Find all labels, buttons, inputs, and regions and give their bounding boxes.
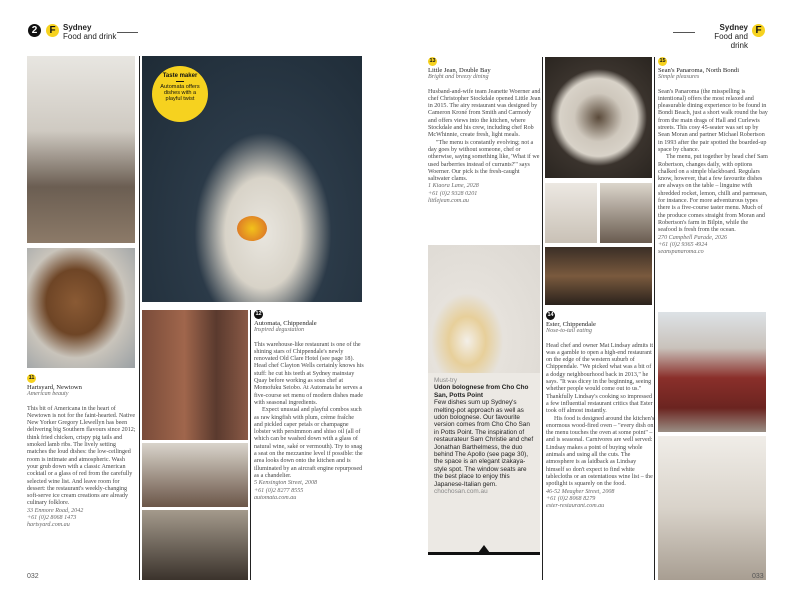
entry-body: The menu, put together by head chef Sam Robertson, changes daily, with options chalked on a simple blackboard. Regulars know, however, that a few favourite dishes are always on the table – linguine with shredded rocket, lemon, chilli and parmesan, for instance. For more adventurous types there is a five-course taster menu. Much of the produce comes straight from Moran and Robertson's farm in Bilpin, while the seafood is fresh from the ocean. xyxy=(658,154,768,234)
column-divider xyxy=(542,57,543,580)
column-divider xyxy=(250,310,251,580)
dish-food xyxy=(237,216,267,241)
entry-name: Hartsyard, Newtown xyxy=(27,384,82,391)
entry-number: 11 xyxy=(28,375,35,381)
entry-tagline: Nose-to-tail eating xyxy=(546,328,592,335)
must-try-label: Must-try xyxy=(434,377,458,384)
section-badge: F xyxy=(752,24,765,37)
entry-tagline: Simple pleasures xyxy=(658,74,700,81)
photo-seans-interior xyxy=(658,436,766,580)
must-try-box xyxy=(428,245,540,555)
entry-phone: +61 (0)2 9328 0201 xyxy=(428,190,478,197)
photo-seans-exterior xyxy=(658,312,766,432)
header-rule xyxy=(673,32,695,33)
right-header-text xyxy=(700,23,748,50)
entry-body: This warehouse-like restaurant is one of the shining stars of Chippendale's newly renovated Old Clare Hotel (see page 18). Head chef Clayton Wells certainly knows his stuff: he cut his teeth at Sydney mainstay Quay before working as sous chef at Momofuku Seiobo. At Automata he serves a five-course set menu of modern dishes made with seasonal ingredients. xyxy=(254,341,364,406)
header-rule xyxy=(117,32,138,33)
entry-address: 1 Kiaora Lane, 2028 xyxy=(428,183,479,190)
entry-body: Sean's Panaroma (the misspelling is intentional) offers the most relaxed and pleasurable dining experience to be found in Bondi Beach, just a short walk round the bay from the main drags of Hall and Curlewis streets. This cosy 45-seater was set up by Sean Moran and partner Michael Robertson in 1993 after the pair spotted the boarded-up space by chance. xyxy=(658,88,768,153)
photo-fried-chicken xyxy=(27,248,135,368)
header-city: Sydney xyxy=(63,23,92,32)
entry-body: Husband-and-wife team Jeanette Woerner and chef Christopher Stockdale opened Little Jean in 2015. The airy restaurant was designed by Cameron Kroné from Smith and Carmody and offers views into the kitchen, where Stockdale and his crew, including chef Rob McWhinnie, create fresh, light meals. xyxy=(428,88,541,139)
header-city: Sydney xyxy=(719,23,748,32)
photo-little-jean-room xyxy=(545,183,597,243)
entry-name: Sean's Panaroma, North Bondi xyxy=(658,67,740,74)
entry-14 xyxy=(546,311,655,510)
entry-website[interactable]: hartsyard.com.au xyxy=(27,522,70,529)
header-section: Food and drink xyxy=(63,32,117,41)
section-badge: F xyxy=(46,24,59,37)
entry-tagline: Inspired degustation xyxy=(254,327,305,334)
column-divider xyxy=(654,57,655,580)
must-try-title: Udon bolognese from Cho Cho San, Potts Point xyxy=(434,384,529,399)
entry-15 xyxy=(658,57,768,256)
entry-number: 12 xyxy=(255,311,262,317)
photo-automata-exterior xyxy=(142,310,248,440)
must-try-body: Few dishes sum up Sydney's melting-pot approach as well as udon bolognese. Our favourite version comes from Cho Cho San in Potts Point. The inspiration of restaurateur Sam Christie and chef Jonathan Barthelmess, the duo behind The Apollo (see page 30), the space is an elegant izakaya-style spot. The window seats are the best place to enjoy this Japanese-Italian gem. xyxy=(434,399,534,488)
entry-body: Head chef and owner Mat Lindsay admits it was a gamble to open a high-end restaurant on the edge of the western suburb of Chippendale. "We picked what was a bit of a dodgy neighbourhood back in 2013," he says. "It was dicey in the beginning, seeing whether people would come out to us." Thankfully Lindsay's cooking so impressed a few influential restaurant critics that Ester took off almost instantly. xyxy=(546,342,654,415)
photo-ester-kitchen xyxy=(545,247,652,305)
entry-body: This bit of Americana in the heart of Newtown is not for the faint-hearted. Native New Yorker Gregory Llewellyn has been delivering big Southern flavours since 2012; think fried chicken, crispy pig tails and smoked lamb ribs. The lively setting matches the loud dishes: the low-ceilinged room is intimate and atmospheric. Wash your grub down with a classic American cocktail or a glass of red from the carefully selected wine list. And leave room for dessert: the restaurant's weekly-changing soft-serve ice cream creations are already culinary folklore. xyxy=(27,405,136,507)
entry-phone: +61 (0)2 8068 1473 xyxy=(27,515,77,522)
entry-phone: +61 (0)2 8277 8555 xyxy=(254,487,304,494)
entry-address: 46-52 Meagher Street, 2008 xyxy=(546,488,615,495)
photo-hartsyard-interior xyxy=(27,56,135,243)
entry-website[interactable]: ester-restaurant.com.au xyxy=(546,503,605,510)
entry-address: 33 Enmore Road, 2042 xyxy=(27,507,84,514)
entry-name: Automata, Chippendale xyxy=(254,320,317,327)
photo-little-jean-staff xyxy=(600,183,652,243)
entry-number: 13 xyxy=(429,58,436,64)
entry-name: Ester, Chippendale xyxy=(546,321,596,328)
entry-13 xyxy=(428,57,541,205)
entry-tagline: American beauty xyxy=(27,391,69,398)
entry-number: 14 xyxy=(547,312,554,318)
taste-maker-text: Automata offers dishes with a playful twist xyxy=(160,84,200,103)
photo-automata-kitchen xyxy=(142,510,248,580)
header-section: Food and drink xyxy=(714,32,748,50)
entry-address: 270 Campbell Parade, 2026 xyxy=(658,234,728,241)
entry-tagline: Bright and breezy dining xyxy=(428,74,489,81)
taste-maker-badge xyxy=(152,66,208,122)
entry-body: His food is designed around the kitchen's enormous wood-fired oven – "every dish on the menu touches the oven at some point" – and is seasonal. Carnivores are well served: Lindsay makes a point of buying whole animals and using all the cuts. The atmosphere is as laidback as Lindsay himself so don't expect to find white tablecloths or an ostentatious wine list – the spotlight is squarely on the food. xyxy=(546,415,655,488)
entry-body: Expect unusual and playful combos such as raw kingfish with plum, crème fraîche and pickled caper petals or champagne lobster with persimmon and shiso oil (all of which can be washed down with a glass of natural wine, saké or vermouth). Try to snag a seat on the mezzanine level if possible: the area looks down onto the kitchen and is illuminated by an aircraft engine repurposed as a chandelier. xyxy=(254,407,363,479)
must-try-pointer xyxy=(478,545,490,553)
must-try-content xyxy=(434,377,536,496)
entry-address: 5 Kensington Street, 2008 xyxy=(254,480,318,487)
entry-phone: +61 (0)2 8068 8279 xyxy=(546,495,596,502)
chapter-badge: 2 xyxy=(28,24,41,37)
entry-11 xyxy=(27,374,137,530)
column-divider xyxy=(139,56,140,580)
entry-website[interactable]: littlejean.com.au xyxy=(428,198,469,205)
entry-body: "The menu is constantly evolving; not a day goes by without someone, chef or otherwise, saying something like, 'What if we used barberries instead of currants?'" says Woerner. Our pick is the fresh-caught saltwater clams. xyxy=(428,139,540,183)
taste-maker-title: Taste maker xyxy=(162,73,198,79)
entry-website[interactable]: automata.com.au xyxy=(254,494,297,501)
entry-phone: +61 (0)2 9365 4924 xyxy=(658,241,708,248)
must-try-website[interactable]: chochosan.com.au xyxy=(434,488,488,496)
page-number-left: 032 xyxy=(27,573,39,580)
photo-little-jean-dish xyxy=(545,57,652,178)
entry-website[interactable]: seanspanaroma.co xyxy=(658,249,704,256)
page-number-right: 033 xyxy=(752,573,764,580)
entry-number: 15 xyxy=(659,58,666,64)
photo-automata-interior xyxy=(142,443,248,507)
entry-name: Little Jean, Double Bay xyxy=(428,67,491,74)
left-header-text xyxy=(63,23,116,41)
photo-udon-bolognese xyxy=(428,245,540,373)
entry-12 xyxy=(254,310,364,502)
